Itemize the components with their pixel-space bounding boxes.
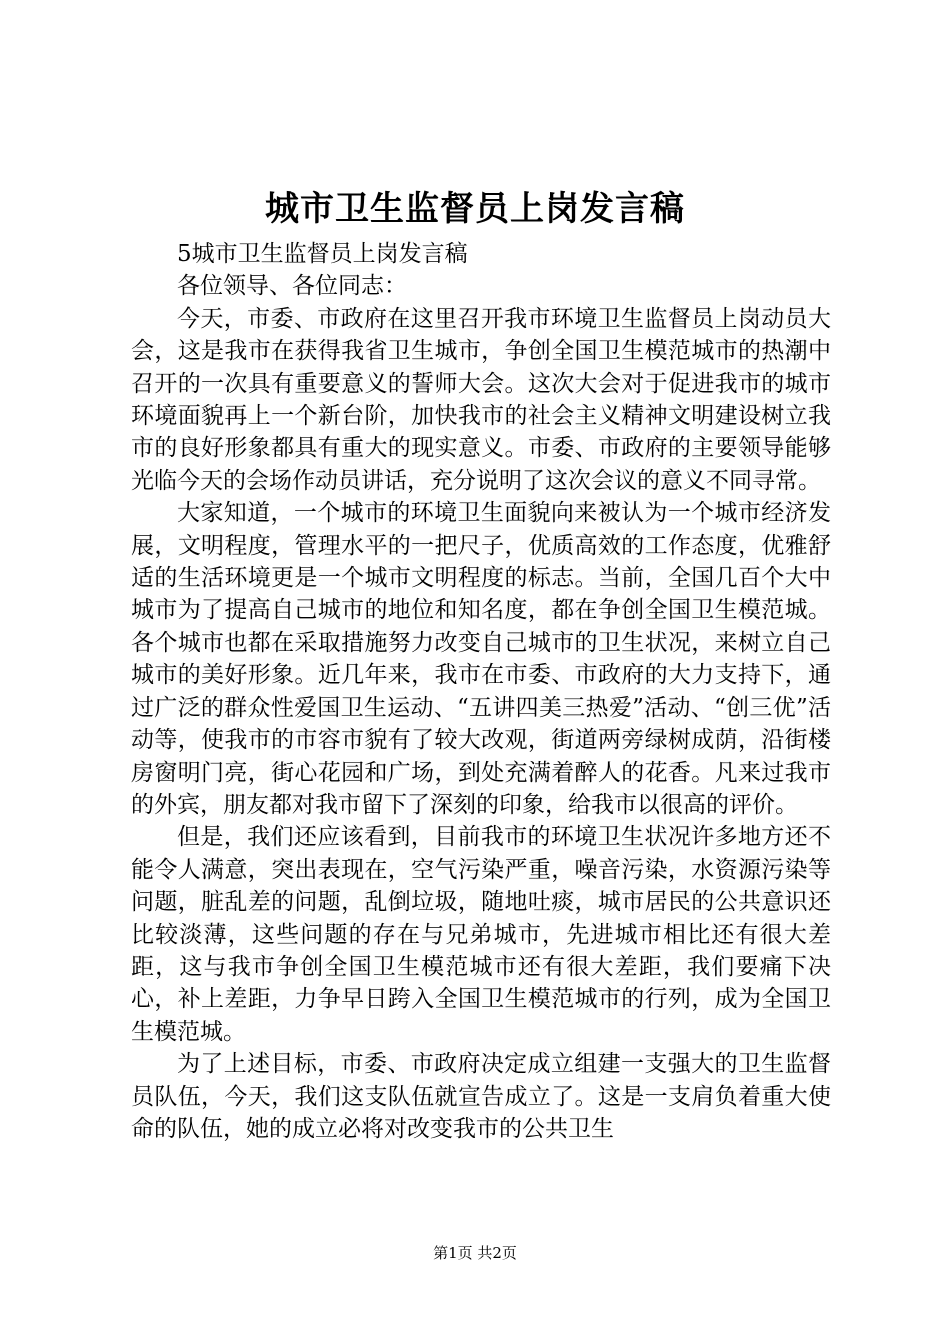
paragraph-salutation: 各位领导、各位同志： [177, 273, 407, 300]
page-number-footer: 第1页 共2页 [433, 1244, 517, 1262]
paragraph-subtitle: 5城市卫生监督员上岗发言稿 [177, 241, 468, 267]
document-body [131, 238, 831, 1145]
paragraph-4: 为了上述目标，市委、市政府决定成立组建一支强大的卫生监督员队伍，今天，我们这支队伍就宣告成立了。这是一支肩负着重大使命的队伍，她的成立必将对改变我市的公共卫生 [131, 1051, 831, 1142]
paragraph-3: 但是，我们还应该看到，目前我市的环境卫生状况许多地方还不能令人满意，突出表现在，空气污染严重，噪音污染，水资源污染等问题，脏乱差的问题，乱倒垃圾，随地吐痰，城市居民的公共意识还比较淡薄，这些问题的存在与兄弟城市，先进城市相比还有很大差距，这与我市争创全国卫生模范城市还有很大差距，我们要痛下决心，补上差距，力争早日跨入全国卫生模范城市的行列，成为全国卫生模范城。 [131, 824, 831, 1045]
paragraph-2: 大家知道，一个城市的环境卫生面貌向来被认为一个城市经济发展，文明程度，管理水平的一把尺子，优质高效的工作态度，优雅舒适的生活环境更是一个城市文明程度的标志。当前，全国几百个大中城市为了提高自己城市的地位和知名度，都在争创全国卫生模范城。各个城市也都在采取措施努力改变自己城市的卫生状况，来树立自己城市的美好形象。近几年来，我市在市委、市政府的大力支持下，通过广泛的群众性爱国卫生运动、“五讲四美三热爱”活动、“创三优”活动等，使我市的市容市貌有了较大改观，街道两旁绿树成荫，沿街楼房窗明门亮，街心花园和广场，到处充满着醉人的花香。凡来过我市的外宾，朋友都对我市留下了深刻的印象，给我市以很高的评价。 [131, 500, 831, 818]
paragraph-1: 今天，市委、市政府在这里召开我市环境卫生监督员上岗动员大会，这是我市在获得我省卫生城市，争创全国卫生模范城市的热潮中召开的一次具有重要意义的誓师大会。这次大会对于促进我市的城市环境面貌再上一个新台阶，加快我市的社会主义精神文明建设树立我市的良好形象都具有重大的现实意义。市委、市政府的主要领导能够光临今天的会场作动员讲话，充分说明了这次会议的意义不同寻常。 [131, 305, 831, 494]
document-title: 城市卫生监督员上岗发言稿 [265, 189, 685, 229]
